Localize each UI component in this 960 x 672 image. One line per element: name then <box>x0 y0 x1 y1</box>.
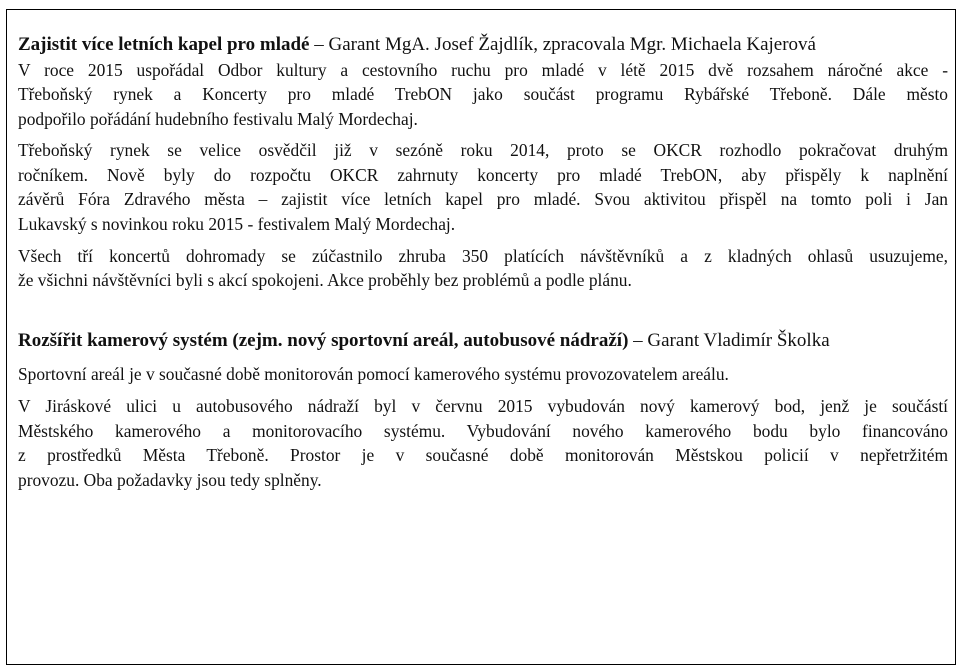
text-line: Sportovní areál je v současné době monitorován pomocí kamerového systému provozovatelem areálu. <box>18 364 729 385</box>
paragraph-attendance <box>18 244 948 293</box>
text-line: že všichni návštěvníci byli s akcí spokojeni. Akce proběhly bez problémů a podle plánu. <box>18 270 632 291</box>
text-line: z prostředků Města Třeboně. Prostor je v současné době monitorován Městskou policií v nepřetržitém <box>18 445 948 466</box>
text-line: Lukavský s novinkou roku 2015 - festivalem Malý Mordechaj. <box>18 214 456 235</box>
section-heading-camera-system <box>18 329 948 354</box>
section-heading-bold: Zajistit více letních kapel pro mladé <box>18 34 310 55</box>
section-heading-guarantor: – Garant Vladimír Školka <box>628 329 830 351</box>
text-line: podpořilo pořádání hudebního festivalu Malý Mordechaj. <box>18 108 418 129</box>
text-line: provozu. Oba požadavky jsou tedy splněny. <box>18 469 322 490</box>
text-line: Městského kamerového a monitorovacího systému. Vybudování nového kamerového bodu bylo financováno <box>18 420 948 441</box>
paragraph-rynek-trebon <box>18 138 948 236</box>
document-body <box>18 33 948 492</box>
text-line: ročníkem. Nově byly do rozpočtu OKCR zahrnuty koncerty pro mladé TrebON, aby přispěly k naplnění <box>18 164 948 185</box>
section-heading-guarantor: – Garant MgA. Josef Žajdlík, zpracovala Mgr. Michaela Kajerová <box>309 34 816 55</box>
text-line: V Jiráskové ulici u autobusového nádraží byl v červnu 2015 vybudován nový kamerový bod, jenž je součástí <box>18 395 948 416</box>
text-line: V roce 2015 uspořádal Odbor kultury a cestovního ruchu pro mladé v létě 2015 dvě rozsahem náročné akce - <box>18 59 948 80</box>
paragraph-sports-area <box>18 362 948 387</box>
text-line: Všech tří koncertů dohromady se zúčastnilo zhruba 350 platících návštěvníků a z kladných ohlasů usuzujeme, <box>18 245 948 266</box>
text-line: závěrů Fóra Zdravého města – zajistit více letních kapel pro mladé. Svou aktivitou přispěl na tomto poli i Jan <box>18 189 948 210</box>
section-heading-bold: Rozšířit kamerový systém (zejm. nový sportovní areál, autobusové nádraží) <box>18 329 629 351</box>
text-line: Třeboňský rynek se velice osvědčil již v sezóně roku 2014, proto se OKCR rozhodlo pokračovat druhým <box>18 140 948 161</box>
text-line: Třeboňský rynek a Koncerty pro mladé TrebON jako součást programu Rybářské Třeboně. Dále město <box>18 84 948 105</box>
paragraph-summer-events <box>18 58 948 132</box>
section-heading-summer-bands <box>18 33 948 58</box>
paragraph-bus-station-camera <box>18 394 948 492</box>
